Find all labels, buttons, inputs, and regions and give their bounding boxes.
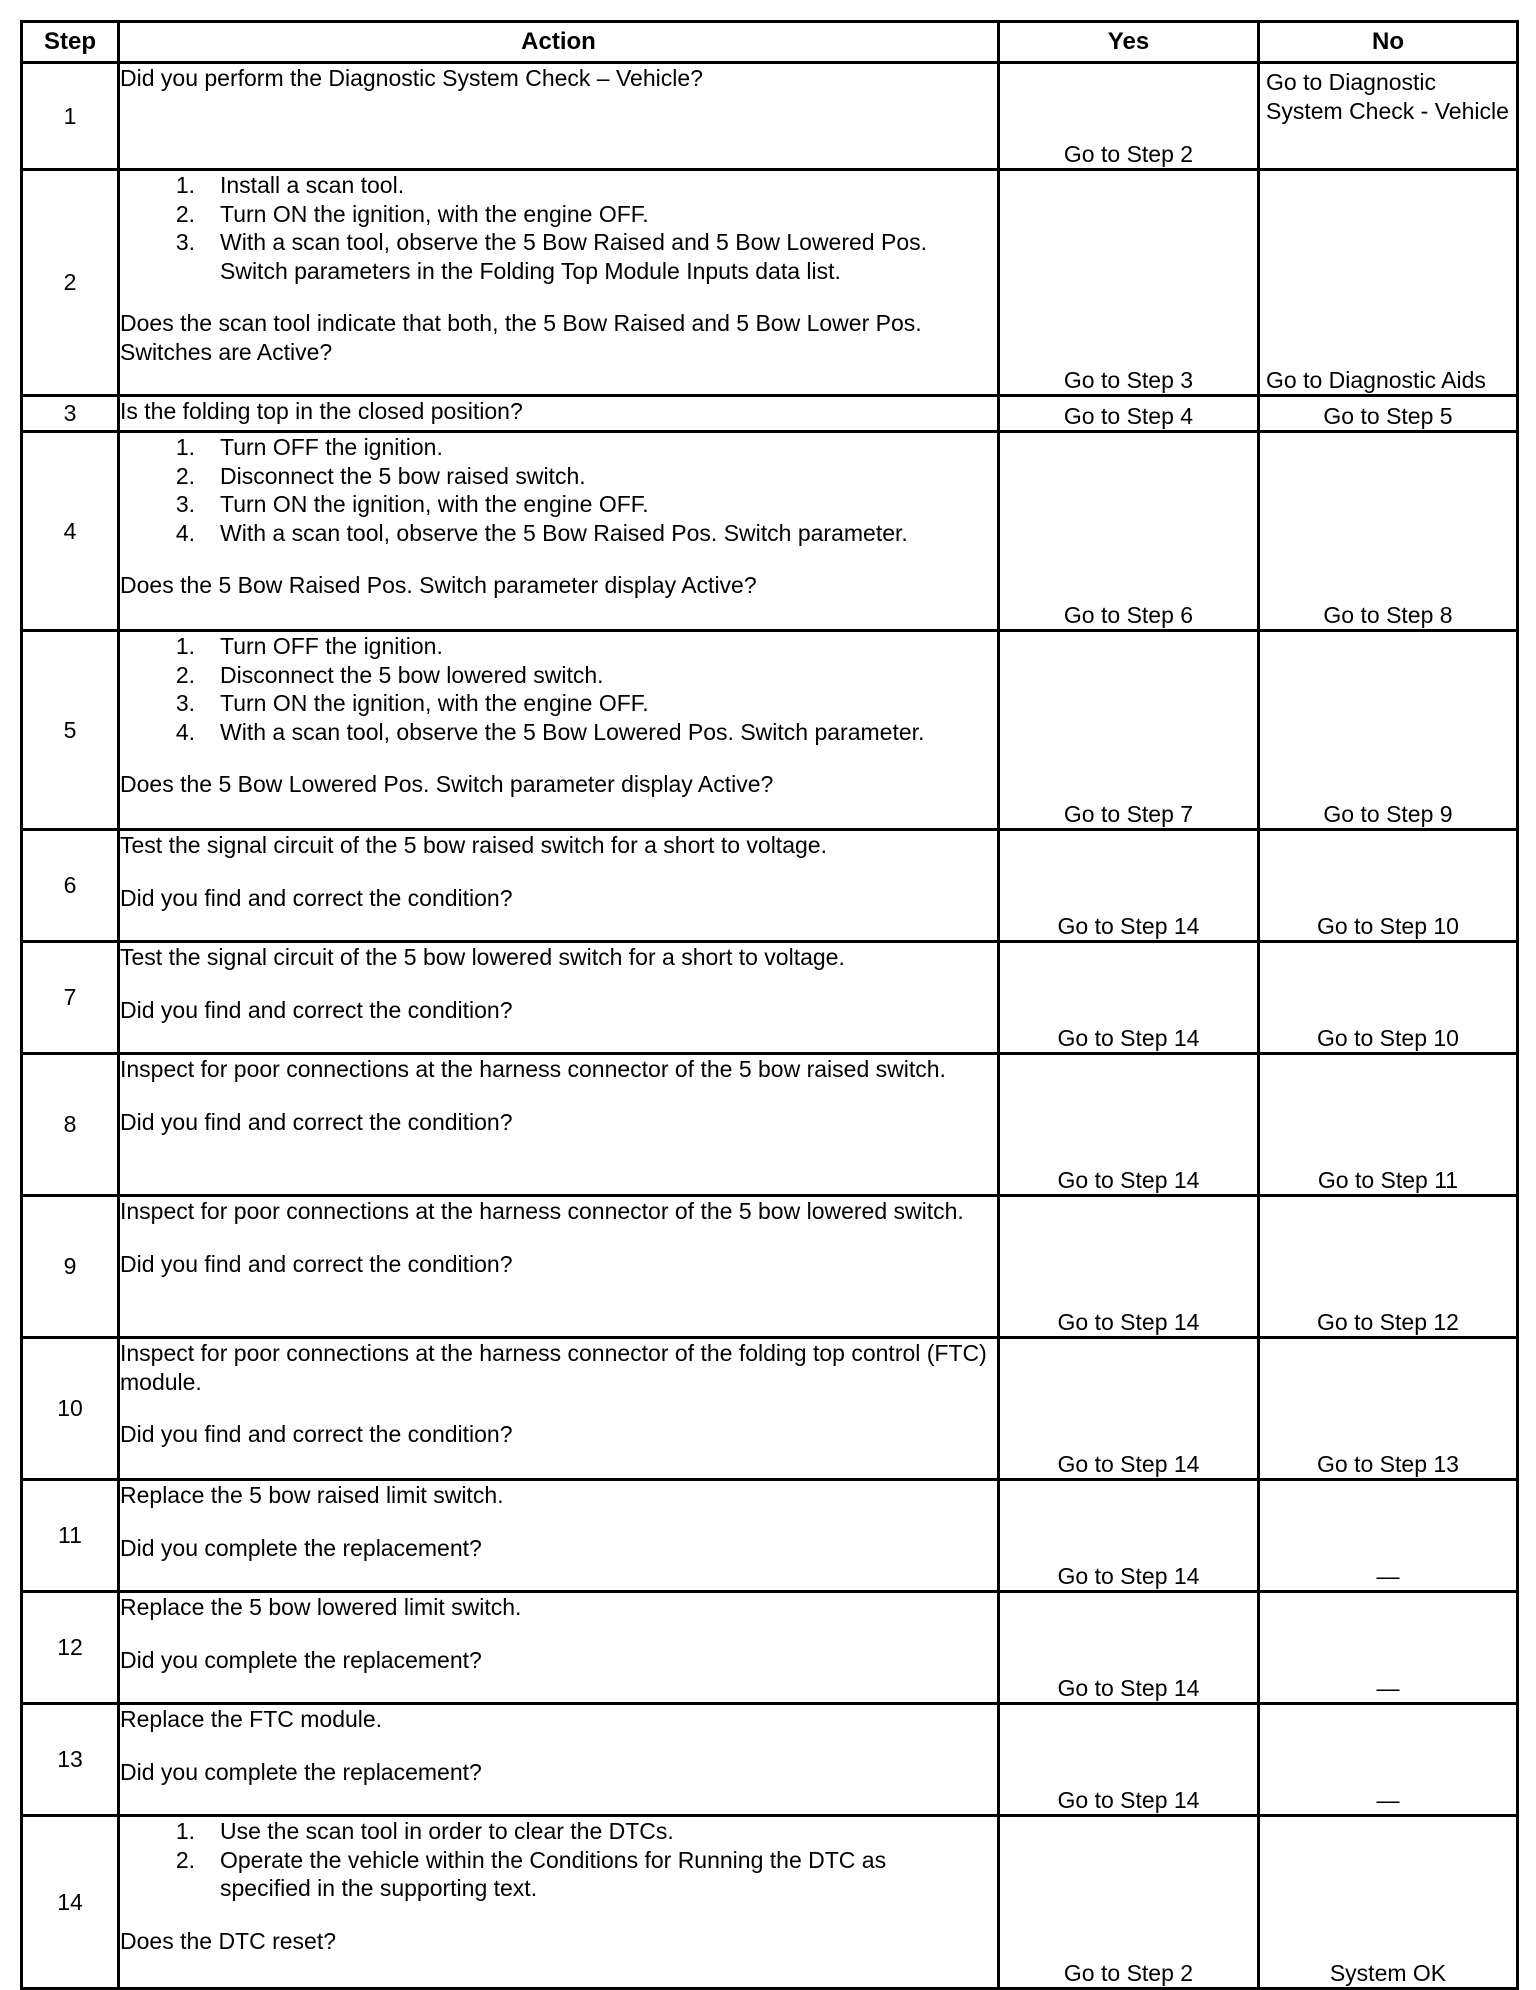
step-number: 13 <box>22 1704 119 1816</box>
no-result: Go to Step 10 <box>1259 942 1518 1054</box>
action-step-number: 2. <box>175 462 195 489</box>
table-row <box>22 63 1518 170</box>
action-step-number: 4. <box>175 718 195 745</box>
action-step-text: Disconnect the 5 bow lowered switch. <box>220 661 604 688</box>
table-row <box>22 1704 1518 1816</box>
action-step-number: 2. <box>175 200 195 227</box>
table-row <box>22 631 1518 830</box>
table-row <box>22 1480 1518 1592</box>
yes-result: Go to Step 14 <box>999 830 1259 942</box>
action-instruction: Inspect for poor connections at the harness connector of the 5 bow raised switch. <box>120 1056 946 1082</box>
action-cell <box>119 631 999 830</box>
yes-result: Go to Step 6 <box>999 432 1259 631</box>
action-instruction: Test the signal circuit of the 5 bow raised switch for a short to voltage. <box>120 832 827 858</box>
action-cell <box>119 1196 999 1338</box>
no-result: Go to Diagnostic Aids <box>1259 170 1518 396</box>
no-result: Go to Step 9 <box>1259 631 1518 830</box>
no-result: — <box>1259 1592 1518 1704</box>
action-step-text: Turn ON the ignition, with the engine OFF. <box>220 200 649 227</box>
action-step-number: 3. <box>175 229 195 255</box>
action-step-number: 3. <box>175 690 195 716</box>
action-step-item <box>120 661 997 690</box>
header-action: Action <box>119 22 999 63</box>
action-step-number: 1. <box>175 434 195 460</box>
yes-result: Go to Step 3 <box>999 170 1259 396</box>
header-row <box>22 22 1518 63</box>
diagnostic-table <box>20 20 1519 1990</box>
action-step-item <box>120 718 997 747</box>
action-cell <box>119 1816 999 1989</box>
yes-result: Go to Step 14 <box>999 1054 1259 1196</box>
action-step-item <box>120 1817 997 1846</box>
table-body <box>22 63 1518 1989</box>
action-question: Did you complete the replacement? <box>120 1646 482 1673</box>
yes-result: Go to Step 2 <box>999 1816 1259 1989</box>
step-number: 2 <box>22 170 119 396</box>
table-row <box>22 1816 1518 1989</box>
table-row <box>22 1592 1518 1704</box>
action-question: Is the folding top in the closed position? <box>120 398 523 424</box>
action-step-text: Install a scan tool. <box>220 172 405 198</box>
action-step-text: Turn ON the ignition, with the engine OFF. <box>220 491 649 517</box>
yes-result: Go to Step 4 <box>999 396 1259 432</box>
header-step: Step <box>22 22 119 63</box>
action-instruction: Replace the FTC module. <box>120 1706 383 1732</box>
action-steps-list <box>120 433 997 547</box>
header-yes: Yes <box>999 22 1259 63</box>
table-row <box>22 396 1518 432</box>
action-question: Does the scan tool indicate that both, the 5 Bow Raised and 5 Bow Lower Pos. Switches are Active? <box>120 310 922 365</box>
no-result: Go to Step 11 <box>1259 1054 1518 1196</box>
no-result: — <box>1259 1480 1518 1592</box>
action-steps-list <box>120 1817 997 1903</box>
yes-result: Go to Step 2 <box>999 63 1259 170</box>
yes-result: Go to Step 14 <box>999 1704 1259 1816</box>
action-steps-list <box>120 632 997 746</box>
action-question: Does the DTC reset? <box>120 1927 337 1954</box>
action-cell <box>119 432 999 631</box>
action-step-item <box>120 462 997 491</box>
action-cell <box>119 1704 999 1816</box>
action-instruction: Test the signal circuit of the 5 bow lowered switch for a short to voltage. <box>120 944 845 970</box>
header-no: No <box>1259 22 1518 63</box>
step-number: 1 <box>22 63 119 170</box>
step-number: 6 <box>22 830 119 942</box>
action-cell <box>119 942 999 1054</box>
table-row <box>22 1196 1518 1338</box>
no-result: — <box>1259 1704 1518 1816</box>
no-result: Go to Diagnostic System Check - Vehicle <box>1259 63 1518 170</box>
yes-result: Go to Step 14 <box>999 1592 1259 1704</box>
table-row <box>22 1338 1518 1480</box>
step-number: 8 <box>22 1054 119 1196</box>
action-step-text: With a scan tool, observe the 5 Bow Lowered Pos. Switch parameter. <box>220 718 925 745</box>
action-step-text: Disconnect the 5 bow raised switch. <box>220 462 586 489</box>
step-number: 11 <box>22 1480 119 1592</box>
action-cell <box>119 63 999 170</box>
action-question: Does the 5 Bow Lowered Pos. Switch parameter display Active? <box>120 771 774 797</box>
action-step-number: 1. <box>175 172 195 198</box>
action-step-text: Use the scan tool in order to clear the DTCs. <box>220 1818 674 1844</box>
yes-result: Go to Step 14 <box>999 1338 1259 1480</box>
action-step-item <box>120 171 997 200</box>
step-number: 5 <box>22 631 119 830</box>
action-step-text: Turn OFF the ignition. <box>220 434 443 460</box>
action-step-text: With a scan tool, observe the 5 Bow Raised and 5 Bow Lowered Pos. Switch parameters in the Folding Top Module Inputs data list. <box>220 229 928 284</box>
action-instruction: Inspect for poor connections at the harness connector of the folding top control (FTC) module. <box>120 1340 987 1395</box>
yes-result: Go to Step 7 <box>999 631 1259 830</box>
action-question: Did you find and correct the condition? <box>120 996 513 1023</box>
table-row <box>22 432 1518 631</box>
action-question: Did you find and correct the condition? <box>120 1108 513 1135</box>
action-instruction: Inspect for poor connections at the harness connector of the 5 bow lowered switch. <box>120 1198 964 1224</box>
yes-result: Go to Step 14 <box>999 1480 1259 1592</box>
table-row <box>22 1054 1518 1196</box>
action-cell <box>119 396 999 432</box>
action-instruction: Replace the 5 bow raised limit switch. <box>120 1482 504 1508</box>
action-step-item <box>120 1846 997 1903</box>
action-cell <box>119 1480 999 1592</box>
step-number: 3 <box>22 396 119 432</box>
action-step-item <box>120 689 997 718</box>
action-question: Did you complete the replacement? <box>120 1758 482 1785</box>
table-row <box>22 830 1518 942</box>
no-result: Go to Step 8 <box>1259 432 1518 631</box>
action-cell <box>119 1592 999 1704</box>
table-row <box>22 942 1518 1054</box>
action-step-number: 2. <box>175 661 195 688</box>
action-step-number: 4. <box>175 519 195 546</box>
action-step-text: Turn OFF the ignition. <box>220 633 443 659</box>
action-question: Did you perform the Diagnostic System Check – Vehicle? <box>120 65 703 91</box>
step-number: 4 <box>22 432 119 631</box>
table-row <box>22 170 1518 396</box>
action-step-item <box>120 228 997 285</box>
action-step-item <box>120 433 997 462</box>
no-result: Go to Step 5 <box>1259 396 1518 432</box>
action-cell <box>119 830 999 942</box>
action-step-item <box>120 519 997 548</box>
action-question: Does the 5 Bow Raised Pos. Switch parameter display Active? <box>120 572 757 598</box>
step-number: 12 <box>22 1592 119 1704</box>
no-result: Go to Step 13 <box>1259 1338 1518 1480</box>
action-step-item <box>120 490 997 519</box>
action-step-item <box>120 200 997 229</box>
action-cell <box>119 1054 999 1196</box>
no-result: System OK <box>1259 1816 1518 1989</box>
step-number: 10 <box>22 1338 119 1480</box>
action-cell <box>119 170 999 396</box>
action-question: Did you complete the replacement? <box>120 1534 482 1561</box>
action-step-text: With a scan tool, observe the 5 Bow Raised Pos. Switch parameter. <box>220 519 908 546</box>
action-step-number: 2. <box>175 1846 195 1873</box>
action-step-number: 1. <box>175 633 195 659</box>
yes-result: Go to Step 14 <box>999 1196 1259 1338</box>
step-number: 14 <box>22 1816 119 1989</box>
no-result: Go to Step 12 <box>1259 1196 1518 1338</box>
action-step-text: Turn ON the ignition, with the engine OFF. <box>220 690 649 716</box>
step-number: 9 <box>22 1196 119 1338</box>
action-instruction: Replace the 5 bow lowered limit switch. <box>120 1594 522 1620</box>
action-step-number: 1. <box>175 1818 195 1844</box>
yes-result: Go to Step 14 <box>999 942 1259 1054</box>
action-question: Did you find and correct the condition? <box>120 884 513 911</box>
action-steps-list <box>120 171 997 285</box>
action-step-number: 3. <box>175 491 195 517</box>
action-step-item <box>120 632 997 661</box>
action-cell <box>119 1338 999 1480</box>
action-question: Did you find and correct the condition? <box>120 1421 513 1447</box>
action-step-text: Operate the vehicle within the Conditions for Running the DTC as specified in the supporting text. <box>220 1846 887 1901</box>
no-result: Go to Step 10 <box>1259 830 1518 942</box>
step-number: 7 <box>22 942 119 1054</box>
action-question: Did you find and correct the condition? <box>120 1250 513 1277</box>
